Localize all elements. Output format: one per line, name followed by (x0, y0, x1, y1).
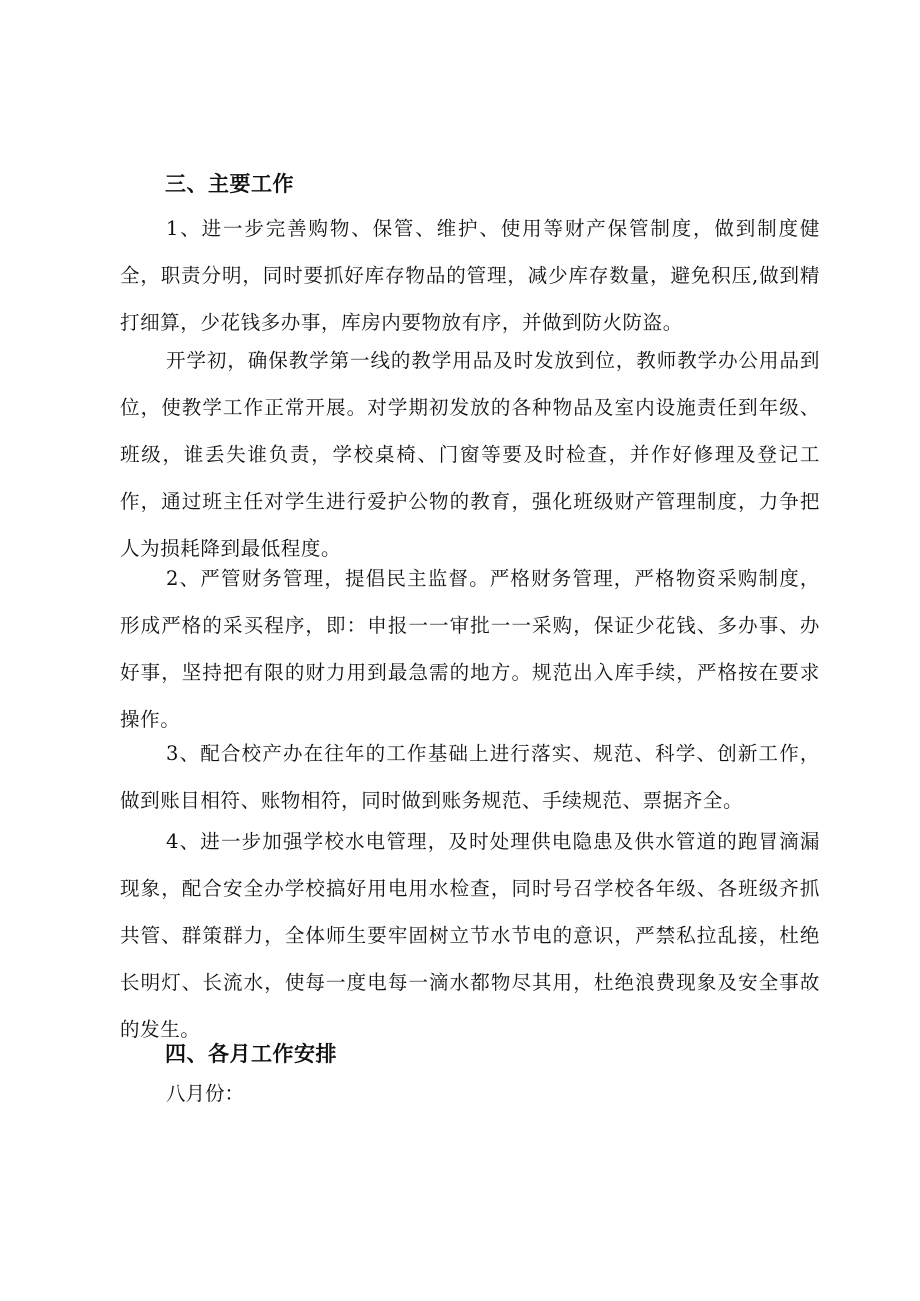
paragraph-4: 4、进一步加强学校水电管理，及时处理供电隐患及供水管道的跑冒滴漏现象，配合安全办学校搞好用电用水检查，同时号召学校各年级、各班级齐抓共管、群策群力，全体师生要牢固树立节水节电的意识，严禁私拉乱接，杜绝长明灯、长流水，使每一度电每一滴水都物尽其用，杜绝浪费现象及安全事故的发生。 (120, 830, 820, 1041)
paragraph-3: 3、配合校产办在往年的工作基础上进行落实、规范、科学、创新工作，做到账目相符、账物相符，同时做到账务规范、手续规范、票据齐全。 (120, 742, 820, 812)
paragraph-2: 2、严管财务管理，提倡民主监督。严格财务管理，严格物资采购制度，形成严格的采买程序，即：申报一一审批一一采购，保证少花钱、多办事、办好事，坚持把有限的财力用到最急需的地方。规范出入库手续，严格按在要求操作。 (120, 567, 820, 731)
paragraph-semester-start: 开学初，确保教学第一线的教学用品及时发放到位，教师教学办公用品到位，使教学工作正常开展。对学期初发放的各种物品及室内设施责任到年级、班级，谁丢失谁负责，学校桌椅、门窗等要及时检查，并作好修理及登记工作，通过班主任对学生进行爱护公物的教育，强化班级财产管理制度，力争把人为损耗降到最低程度。 (120, 349, 820, 560)
section-heading-main-work: 三、主要工作 (165, 172, 294, 196)
section-heading-monthly-plan: 四、各月工作安排 (165, 1042, 337, 1066)
paragraph-1: 1、进一步完善购物、保管、维护、使用等财产保管制度，做到制度健全，职责分明，同时要抓好库存物品的管理，减少库存数量，避免积压,做到精打细算，少花钱多办事，库房内要物放有序，并做到防火防盗。 (120, 217, 820, 334)
month-label-august: 八月份： (166, 1082, 245, 1105)
